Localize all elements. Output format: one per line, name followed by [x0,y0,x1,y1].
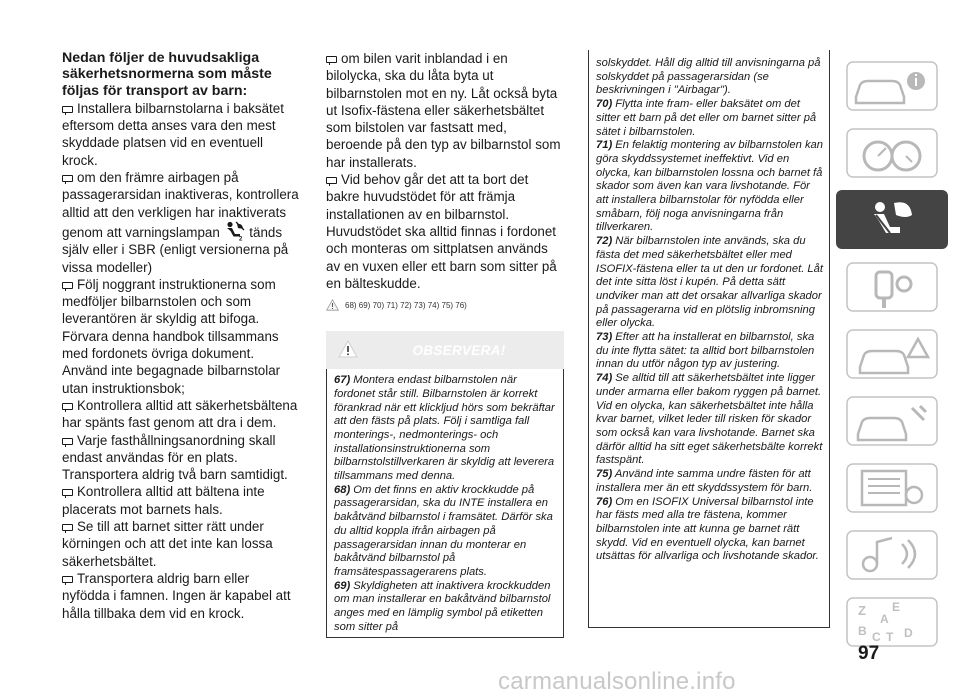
technical-data-icon [846,463,938,513]
list-item: Se till att barnet sitter rätt under körningen och att det inte kan lossa säkerhetsbältet. [62,519,273,569]
bullet-icon [62,524,73,531]
list-item: Följ noggrant instruktionerna som medföljer bilbarnstolen och som leverantören är skyldig att bifoga. Förvara denna handbok tillsammans med fordonets övriga dokument. Använd inte begagnade bilbarnstolar utan instruktionsbok; [62,276,281,396]
tab-car-info[interactable] [836,56,948,115]
tab-technical-data[interactable] [836,458,948,517]
list-item: om bilen varit inblandad i en bilolycka, ska du låta byta ut bilbarnstolen mot en ny. Låt också byta ut Isofix-fästena eller säkerhetsbältet som bilstolen var fastsatt med, beroende på den typ av bilbarnstol som har installerats. [326,51,561,170]
warning-references: 68) 69) 70) 71) 72) 73) 74) 75) 76) [326,299,564,311]
list-item: Transportera aldrig barn eller nyfödda i famnen. Ingen är kapabel att hålla tillbaka dem vid en krock. [62,570,291,621]
note-item: 68) Om det finns en aktiv krockkudde på passagerarsidan, ska du INTE installera en bakåtvänd bilbarnstol i framsätet. Därför ska du alltid koppla ifrån airbagen på passagerarsidan innan du monterar en bakåtvänd bilbarnstol på framsätespassagerarens plats. [334,483,553,578]
note-continuation: solskyddet. Håll dig alltid till anvisningarna på solskyddet på passagerarsidan (se beskrivningen i "Airbagar"). [596,57,821,97]
tab-maintenance[interactable] [836,391,948,450]
svg-text:T: T [886,630,894,644]
tab-emergency[interactable] [836,324,948,383]
multimedia-icon [846,530,938,580]
bullet-icon [62,282,73,289]
tab-starting-driving[interactable] [836,257,948,316]
car-service-icon [846,396,938,446]
list-item: om den främre airbagen på passagerarsidan inaktiveras, kontrollera alltid att den verkligen har inaktiverats genom att varningslampan 2 tänds själv eller i SBR (enligt versionerna på vissa modeller) [62,170,299,275]
bullet-icon [326,56,337,63]
note-item: 75) Använd inte samma undre fästen för att installera mer än ett skyddssystem för barn. [596,468,813,494]
warning-triangle-icon [326,299,339,311]
observera-notes [326,369,564,637]
svg-text:D: D [904,626,913,640]
column-2 [326,50,564,638]
observera-title: OBSERVERA! [412,342,506,358]
list-item: Vid behov går det att ta bort det bakre huvudstödet för att främja installationen av en bilbarnstol. Huvudstödet ska alltid finnas i fordonet och monteras om sittplatsen används av en vuxen eller ett barn som sitter på en bälteskudde. [326,172,557,291]
alphabetical-index-icon [846,597,938,647]
note-item: 76) Om en ISOFIX Universal bilbarnstol inte har fästs med alla tre fästena, kommer bilbarnstolen inte att kunna ge barnet rätt skydd. Vid en eventuell olycka, kan barnet utsättas för allvarliga och livshotande skador. [596,495,819,563]
observera-banner [326,331,564,369]
chapter-navigation [836,56,952,659]
car-info-icon [846,61,938,111]
column-3-notes [588,50,830,628]
bullet-icon [62,403,73,410]
note-item: 71) En felaktig montering av bilbarnstolen kan göra skyddssystemet ineffektivt. Vid en olycka, kan bilbarnstolen lossna och barnet få skador som även kan vara livshotande. För att installera bilbarnstolar för nyfödda eller småbarn, följ noga anvisningarna från tillverkaren. [596,139,823,234]
warning-triangle-icon [338,340,358,358]
note-item: 70) Flytta inte fram- eller baksätet om det sitter ett barn på det eller om barnet sitter på sätet i bilbarnstolen. [596,98,817,138]
svg-text:2: 2 [238,236,242,241]
safety-rules-heading: Nedan följer de huvudsakliga säkerhetsnormerna som måste följas för transport av barn: [62,50,272,99]
airbag-safety-icon [846,195,938,245]
list-item: Kontrollera alltid att säkerhetsbältena har spänts fast genom att dra i dem. [62,397,298,431]
bullet-icon [62,106,73,113]
svg-text:A: A [880,612,889,626]
tab-index[interactable] [836,592,948,651]
bullet-icon [62,175,73,182]
tab-safety[interactable] [836,190,948,249]
ignition-key-icon [846,262,938,312]
list-item: Installera bilbarnstolarna i baksätet eftersom detta anses vara den mest skyddade platsen vid en eventuell krock. [62,100,284,168]
note-item: 69) Skyldigheten att inaktivera krockkudden om man installerar en bakåtvänd bilbarnstol anges med en lämplig symbol på etiketten som sitter på [334,579,551,633]
bullet-icon [62,489,73,496]
tab-multimedia[interactable] [836,525,948,584]
bullet-icon [62,576,73,583]
tab-dashboard[interactable] [836,123,948,182]
watermark: carmanualsonline.info [498,668,736,695]
list-item: Kontrollera alltid att bältena inte placerats mot barnets hals. [62,484,265,517]
passenger-airbag-off-icon [224,221,246,241]
note-item: 73) Efter att ha installerat en bilbarnstol, ska du inte flytta sätet: ta alltid bort bilbarnstolen innan du utför någon typ av justering. [596,331,815,371]
column-1 [62,50,300,622]
note-item: 72) När bilbarnstolen inte används, ska du fästa det med säkerhetsbältet eller med ISOFIX-fästena eller ta ut den ur fordonet. Låt det inte sitta löst i kupén. På detta sätt undviker man att det orsakar allvarliga skador på passagerarna vid en plötslig inbromsning eller olycka. [596,235,823,330]
dashboard-gauge-icon [846,128,938,178]
svg-text:B: B [858,624,867,638]
svg-text:E: E [892,600,901,614]
list-item: Varje fasthållningsanordning skall endast användas för en plats. Transportera aldrig två barn samtidigt. [62,432,288,483]
bullet-icon [326,177,337,184]
warning-car-icon [846,329,938,379]
page-number: 97 [858,643,880,664]
svg-text:Z: Z [858,603,866,618]
bullet-icon [62,438,73,445]
svg-text:C: C [872,630,881,644]
note-item: 74) Se alltid till att säkerhetsbältet inte ligger under armarna eller bakom ryggen på barnet. Vid en olycka, kan säkerhetsbältet inte hålla kvar barnet, vilket leder till risken för skador som också kan vara livshotande. Barnet ska därför alltid ha sitt eget säkerhetsbälte korrekt fastspänt. [596,372,823,467]
note-item: 67) Montera endast bilbarnstolen när fordonet står still. Bilbarnstolen är korrekt förankrad när ett klickljud hörs som bekräftar att den fästs på plats. Följ i samtliga fall monterings-, nedmonterings- och installationsinstruktionerna som bilbarnstolstillverkaren är skyldig att leverera tillsammans med denna. [334,374,555,483]
